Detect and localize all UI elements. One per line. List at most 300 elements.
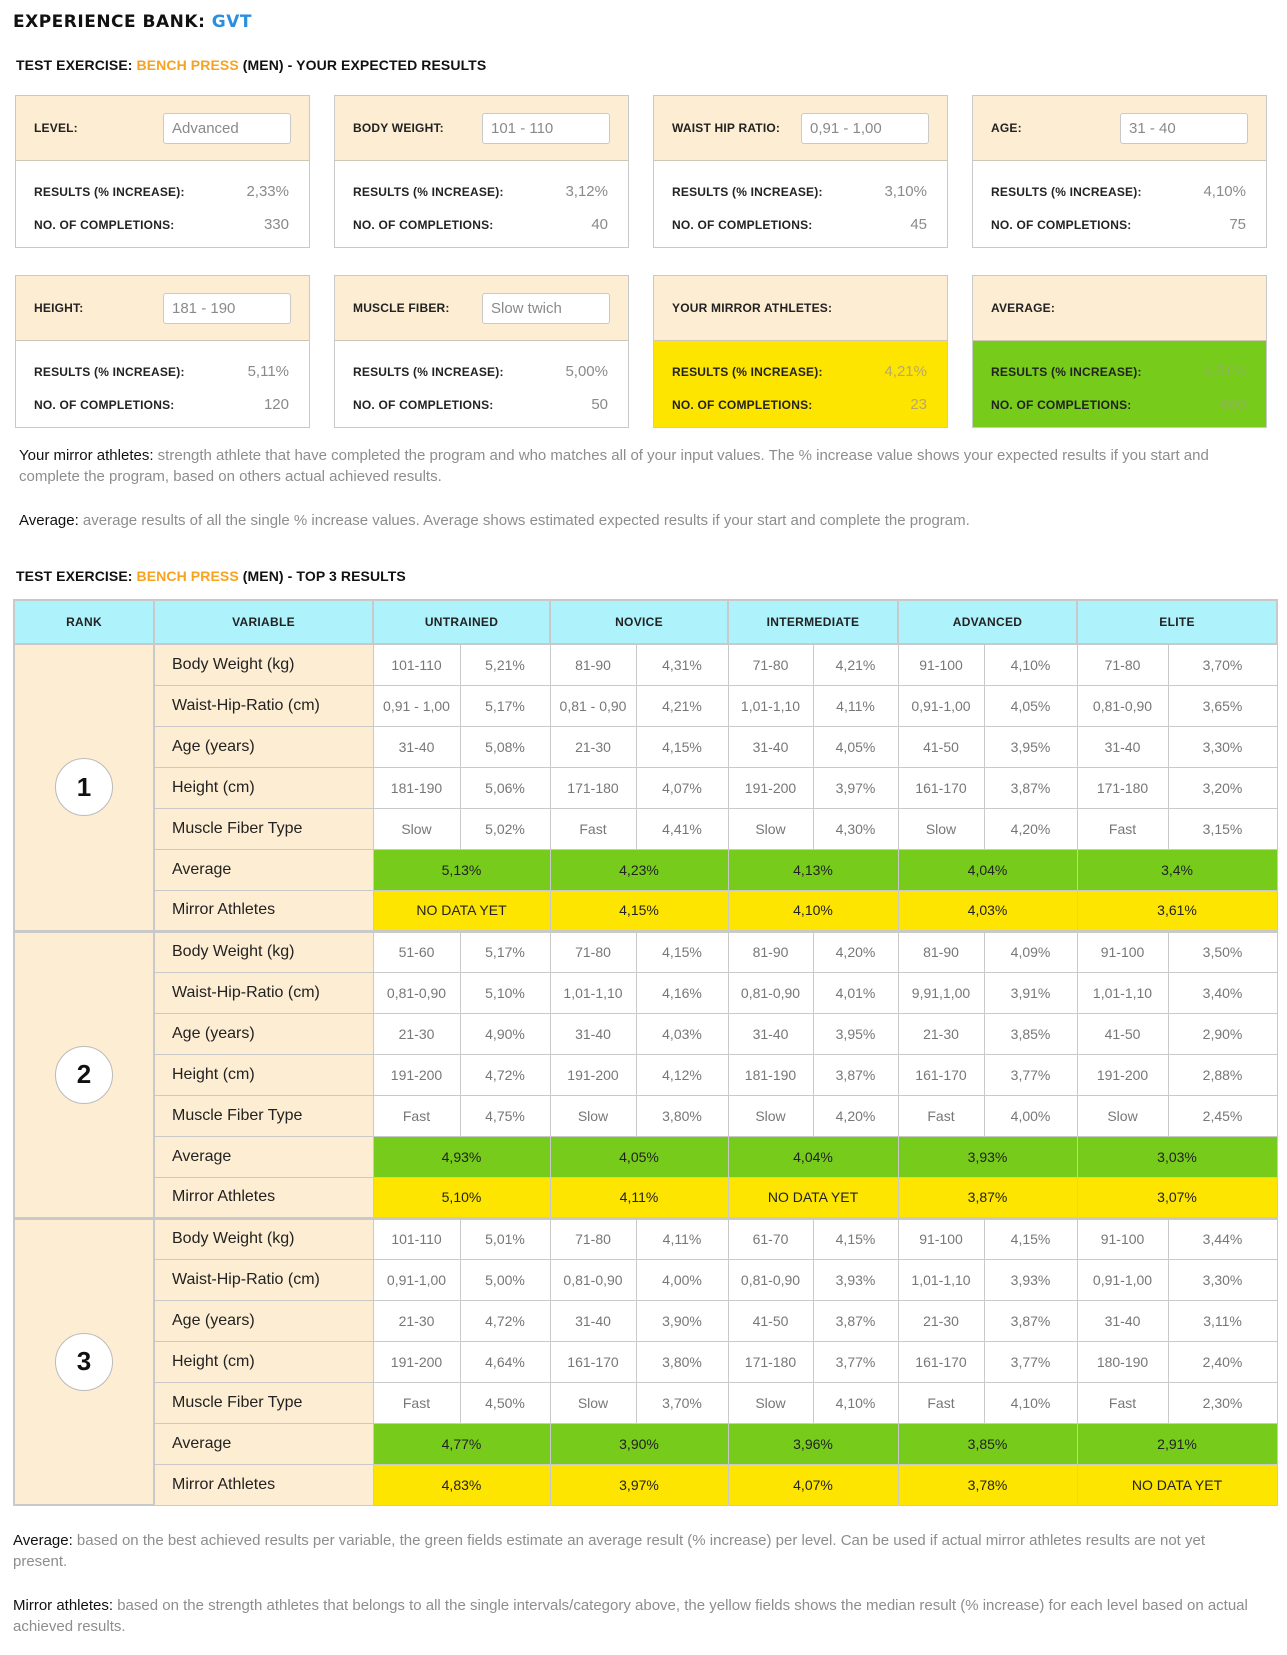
card-level (15, 95, 310, 248)
percent-cell: 4,00% (636, 1259, 728, 1300)
note-bottom-average (13, 1530, 1253, 1572)
table-row (14, 1218, 1277, 1259)
percent-cell: 3,95% (984, 726, 1077, 767)
average-cell: 4,05% (550, 1136, 728, 1177)
completions-value: 660 (1220, 396, 1246, 413)
interval-cell: 31-40 (728, 1013, 813, 1054)
percent-cell: 5,01% (460, 1218, 550, 1259)
results-label: RESULTS (% INCREASE): (672, 364, 823, 379)
variable-label: Average (154, 1136, 373, 1177)
results-value: 4,10% (1203, 183, 1246, 200)
interval-cell: 51-60 (373, 931, 460, 972)
average-cell: 3,4% (1077, 849, 1277, 890)
percent-cell: 5,06% (460, 767, 550, 808)
interval-cell: Fast (373, 1095, 460, 1136)
interval-cell: 31-40 (373, 726, 460, 767)
note-term: Mirror athletes: (13, 1597, 114, 1614)
column-header-rank: RANK (14, 600, 154, 644)
page-title-prefix: EXPERIENCE BANK: (13, 12, 212, 32)
card-label: YOUR MIRROR ATHLETES: (672, 301, 833, 315)
interval-cell: 1,01-1,10 (898, 1259, 984, 1300)
variable-label: Average (154, 849, 373, 890)
results-label: RESULTS (% INCREASE): (34, 184, 185, 199)
interval-cell: 0,91-1,00 (898, 685, 984, 726)
interval-cell: 0,91-1,00 (373, 1259, 460, 1300)
interval-cell: 180-190 (1077, 1341, 1168, 1382)
average-cell: 3,85% (898, 1423, 1077, 1464)
mirror-athletes-cell: 4,15% (550, 890, 728, 931)
percent-cell: 3,70% (636, 1382, 728, 1423)
percent-cell: 4,15% (636, 726, 728, 767)
percent-cell: 4,50% (460, 1382, 550, 1423)
interval-cell: 81-90 (550, 644, 636, 685)
percent-cell: 2,88% (1168, 1054, 1277, 1095)
table-row (14, 1177, 1277, 1218)
completions-value: 45 (910, 216, 927, 233)
interval-cell: 161-170 (898, 767, 984, 808)
mirror-athletes-cell: 4,07% (728, 1464, 898, 1505)
completions-value: 40 (591, 216, 608, 233)
results-value: 2,33% (246, 183, 289, 200)
completions-label: NO. OF COMPLETIONS: (353, 397, 494, 412)
interval-cell: 31-40 (1077, 726, 1168, 767)
completions-label: NO. OF COMPLETIONS: (34, 217, 175, 232)
percent-cell: 3,40% (1168, 972, 1277, 1013)
interval-cell: 171-180 (550, 767, 636, 808)
percent-cell: 3,91% (984, 972, 1077, 1013)
interval-cell: 0,81-0,90 (373, 972, 460, 1013)
variable-label: Height (cm) (154, 1341, 373, 1382)
interval-cell: 21-30 (898, 1013, 984, 1054)
note-text: strength athlete that have completed the program and who matches all of your input values. The % increase value shows your expected results if you start and complete the program, based on others actual achieved results. (19, 447, 1209, 485)
percent-cell: 3,97% (813, 767, 898, 808)
table-row (14, 1054, 1277, 1095)
exercise-name: BENCH PRESS (136, 57, 239, 73)
exercise-name: BENCH PRESS (136, 568, 239, 584)
muscle-fiber-input[interactable]: Slow twich (482, 293, 610, 324)
percent-cell: 2,40% (1168, 1341, 1277, 1382)
completions-value: 120 (263, 396, 289, 413)
mirror-athletes-cell: 4,10% (728, 890, 898, 931)
section-suffix: (MEN) - TOP 3 RESULTS (238, 568, 406, 584)
mirror-athletes-cell: 3,97% (550, 1464, 728, 1505)
average-cell: 2,91% (1077, 1423, 1277, 1464)
interval-cell: 1,01-1,10 (1077, 972, 1168, 1013)
note-term: Your mirror athletes: (19, 447, 154, 464)
percent-cell: 3,80% (636, 1095, 728, 1136)
top3-results-table (13, 599, 1278, 1506)
results-value: 5,00% (565, 363, 608, 380)
section-suffix: (MEN) - YOUR EXPECTED RESULTS (238, 57, 487, 73)
percent-cell: 4,01% (813, 972, 898, 1013)
note-mirror-athletes (19, 445, 1239, 487)
page-title (13, 12, 252, 32)
interval-cell: Slow (728, 1095, 813, 1136)
percent-cell: 4,15% (984, 1218, 1077, 1259)
card-muscle-fiber (334, 275, 629, 428)
percent-cell: 4,00% (984, 1095, 1077, 1136)
interval-cell: 181-190 (373, 767, 460, 808)
interval-cell: 191-200 (373, 1341, 460, 1382)
interval-cell: 81-90 (728, 931, 813, 972)
percent-cell: 4,20% (813, 931, 898, 972)
variable-label: Waist-Hip-Ratio (cm) (154, 972, 373, 1013)
percent-cell: 4,31% (636, 644, 728, 685)
percent-cell: 3,11% (1168, 1300, 1277, 1341)
percent-cell: 4,11% (636, 1218, 728, 1259)
percent-cell: 4,20% (813, 1095, 898, 1136)
percent-cell: 4,12% (636, 1054, 728, 1095)
completions-label: NO. OF COMPLETIONS: (672, 217, 813, 232)
column-header-novice: NOVICE (550, 600, 728, 644)
percent-cell: 4,16% (636, 972, 728, 1013)
note-text: average results of all the single % increase values. Average shows estimated expected results if your start and complete the program. (78, 512, 970, 529)
interval-cell: Fast (898, 1095, 984, 1136)
interval-cell: 91-100 (1077, 931, 1168, 972)
interval-cell: 0,81-0,90 (1077, 685, 1168, 726)
variable-label: Age (years) (154, 1013, 373, 1054)
mirror-athletes-cell: NO DATA YET (1077, 1464, 1277, 1505)
percent-cell: 4,30% (813, 808, 898, 849)
table-row (14, 890, 1277, 931)
table-row (14, 767, 1277, 808)
interval-cell: Fast (1077, 1382, 1168, 1423)
percent-cell: 3,87% (813, 1054, 898, 1095)
age-input[interactable]: 31 - 40 (1120, 113, 1248, 144)
interval-cell: 41-50 (728, 1300, 813, 1341)
percent-cell: 4,10% (984, 1382, 1077, 1423)
card-height (15, 275, 310, 428)
table-header-row (14, 600, 1277, 644)
percent-cell: 5,08% (460, 726, 550, 767)
completions-value: 330 (263, 216, 289, 233)
completions-value: 50 (591, 396, 608, 413)
interval-cell: 41-50 (898, 726, 984, 767)
rank-cell (14, 1218, 154, 1505)
interval-cell: 181-190 (728, 1054, 813, 1095)
interval-cell: Slow (550, 1382, 636, 1423)
percent-cell: 3,15% (1168, 808, 1277, 849)
completions-label: NO. OF COMPLETIONS: (34, 397, 175, 412)
percent-cell: 4,72% (460, 1054, 550, 1095)
percent-cell: 2,90% (1168, 1013, 1277, 1054)
average-cell: 5,13% (373, 849, 550, 890)
percent-cell: 3,93% (813, 1259, 898, 1300)
interval-cell: 41-50 (1077, 1013, 1168, 1054)
average-cell: 4,23% (550, 849, 728, 890)
table-row (14, 685, 1277, 726)
average-cell: 4,04% (728, 1136, 898, 1177)
interval-cell: 91-100 (898, 1218, 984, 1259)
column-header-elite: ELITE (1077, 600, 1277, 644)
interval-cell: 191-200 (728, 767, 813, 808)
percent-cell: 4,75% (460, 1095, 550, 1136)
completions-label: NO. OF COMPLETIONS: (991, 397, 1132, 412)
card-label: BODY WEIGHT: (353, 121, 444, 135)
percent-cell: 4,21% (813, 644, 898, 685)
rank-badge: 2 (55, 1046, 113, 1104)
mirror-athletes-cell: NO DATA YET (728, 1177, 898, 1218)
card-label: AGE: (991, 121, 1022, 135)
mirror-athletes-cell: NO DATA YET (373, 890, 550, 931)
rank-cell (14, 644, 154, 931)
variable-label: Average (154, 1423, 373, 1464)
variable-label: Muscle Fiber Type (154, 808, 373, 849)
interval-cell: 0,81 - 0,90 (550, 685, 636, 726)
percent-cell: 4,15% (636, 931, 728, 972)
table-row (14, 849, 1277, 890)
percent-cell: 3,30% (1168, 726, 1277, 767)
body-weight-input[interactable]: 101 - 110 (482, 113, 610, 144)
interval-cell: 191-200 (550, 1054, 636, 1095)
interval-cell: 0,91-1,00 (1077, 1259, 1168, 1300)
percent-cell: 4,09% (984, 931, 1077, 972)
average-cell: 3,93% (898, 1136, 1077, 1177)
average-cell: 4,13% (728, 849, 898, 890)
variable-label: Mirror Athletes (154, 1464, 373, 1505)
column-header-variable: VARIABLE (154, 600, 373, 644)
note-term: Average: (19, 512, 79, 529)
interval-cell: 21-30 (550, 726, 636, 767)
results-label: RESULTS (% INCREASE): (991, 184, 1142, 199)
table-row (14, 1341, 1277, 1382)
card-label: MUSCLE FIBER: (353, 301, 450, 315)
results-value: 4,51% (1203, 363, 1246, 380)
rank-badge: 3 (55, 1333, 113, 1391)
average-cell: 3,03% (1077, 1136, 1277, 1177)
completions-value: 75 (1229, 216, 1246, 233)
interval-cell: 0,81-0,90 (728, 972, 813, 1013)
note-term: Average: (13, 1532, 73, 1549)
note-average (19, 510, 1239, 531)
percent-cell: 3,50% (1168, 931, 1277, 972)
interval-cell: 101-110 (373, 1218, 460, 1259)
interval-cell: 9,91,1,00 (898, 972, 984, 1013)
percent-cell: 4,72% (460, 1300, 550, 1341)
results-value: 3,12% (565, 183, 608, 200)
variable-label: Mirror Athletes (154, 890, 373, 931)
mirror-athletes-cell: 4,11% (550, 1177, 728, 1218)
percent-cell: 3,77% (984, 1341, 1077, 1382)
percent-cell: 4,64% (460, 1341, 550, 1382)
percent-cell: 4,20% (984, 808, 1077, 849)
table-row (14, 808, 1277, 849)
section-title-expected (16, 57, 486, 73)
percent-cell: 3,95% (813, 1013, 898, 1054)
interval-cell: 171-180 (1077, 767, 1168, 808)
results-label: RESULTS (% INCREASE): (353, 364, 504, 379)
table-row (14, 644, 1277, 685)
variable-label: Height (cm) (154, 767, 373, 808)
percent-cell: 2,45% (1168, 1095, 1277, 1136)
interval-cell: 31-40 (728, 726, 813, 767)
card-label: HEIGHT: (34, 301, 84, 315)
variable-label: Height (cm) (154, 1054, 373, 1095)
card-label: WAIST HIP RATIO: (672, 121, 781, 135)
table-row (14, 972, 1277, 1013)
average-cell: 4,77% (373, 1423, 550, 1464)
table-row (14, 1136, 1277, 1177)
note-text: based on the strength athletes that belongs to all the single intervals/category above, the yellow fields shows the median result (% increase) for each level based on actual achieved results. (13, 1597, 1248, 1635)
interval-cell: 21-30 (373, 1013, 460, 1054)
interval-cell: Fast (373, 1382, 460, 1423)
variable-label: Body Weight (kg) (154, 1218, 373, 1259)
variable-label: Mirror Athletes (154, 1177, 373, 1218)
mirror-athletes-cell: 4,03% (898, 890, 1077, 931)
interval-cell: 161-170 (898, 1054, 984, 1095)
waist-hip-ratio-input[interactable]: 0,91 - 1,00 (801, 113, 929, 144)
variable-label: Age (years) (154, 726, 373, 767)
section-prefix: TEST EXERCISE: (16, 57, 137, 73)
interval-cell: 0,91 - 1,00 (373, 685, 460, 726)
interval-cell: 21-30 (373, 1300, 460, 1341)
percent-cell: 3,20% (1168, 767, 1277, 808)
card-label: LEVEL: (34, 121, 78, 135)
interval-cell: Fast (550, 808, 636, 849)
percent-cell: 5,17% (460, 931, 550, 972)
percent-cell: 3,70% (1168, 644, 1277, 685)
results-value: 5,11% (247, 363, 289, 380)
section-prefix: TEST EXERCISE: (16, 568, 137, 584)
average-cell: 4,04% (898, 849, 1077, 890)
mirror-athletes-cell: 3,87% (898, 1177, 1077, 1218)
interval-cell: 21-30 (898, 1300, 984, 1341)
interval-cell: 101-110 (373, 644, 460, 685)
interval-cell: 191-200 (373, 1054, 460, 1095)
card-mirror-athletes (653, 275, 948, 428)
card-label: AVERAGE: (991, 301, 1056, 315)
interval-cell: 31-40 (550, 1300, 636, 1341)
interval-cell: Slow (550, 1095, 636, 1136)
table-row (14, 1423, 1277, 1464)
percent-cell: 4,11% (813, 685, 898, 726)
percent-cell: 3,30% (1168, 1259, 1277, 1300)
height-input[interactable]: 181 - 190 (163, 293, 291, 324)
results-value: 4,21% (884, 363, 927, 380)
interval-cell: 71-80 (550, 1218, 636, 1259)
interval-cell: 31-40 (550, 1013, 636, 1054)
percent-cell: 4,10% (813, 1382, 898, 1423)
variable-label: Body Weight (kg) (154, 644, 373, 685)
completions-label: NO. OF COMPLETIONS: (991, 217, 1132, 232)
percent-cell: 5,10% (460, 972, 550, 1013)
percent-cell: 3,85% (984, 1013, 1077, 1054)
column-header-advanced: ADVANCED (898, 600, 1077, 644)
interval-cell: 0,81-0,90 (728, 1259, 813, 1300)
interval-cell: Fast (898, 1382, 984, 1423)
percent-cell: 5,02% (460, 808, 550, 849)
percent-cell: 4,21% (636, 685, 728, 726)
card-waist-hip-ratio (653, 95, 948, 248)
percent-cell: 3,44% (1168, 1218, 1277, 1259)
percent-cell: 5,00% (460, 1259, 550, 1300)
percent-cell: 3,87% (813, 1300, 898, 1341)
variable-label: Body Weight (kg) (154, 931, 373, 972)
interval-cell: 91-100 (1077, 1218, 1168, 1259)
interval-cell: 0,81-0,90 (550, 1259, 636, 1300)
percent-cell: 4,03% (636, 1013, 728, 1054)
percent-cell: 5,17% (460, 685, 550, 726)
table-row (14, 1095, 1277, 1136)
completions-label: NO. OF COMPLETIONS: (353, 217, 494, 232)
percent-cell: 3,93% (984, 1259, 1077, 1300)
note-text: based on the best achieved results per variable, the green fields estimate an average result (% increase) per level. Can be used if actual mirror athletes results are not yet present. (13, 1532, 1206, 1570)
average-cell: 4,93% (373, 1136, 550, 1177)
table-row (14, 1013, 1277, 1054)
card-age (972, 95, 1267, 248)
interval-cell: 171-180 (728, 1341, 813, 1382)
results-label: RESULTS (% INCREASE): (353, 184, 504, 199)
variable-label: Waist-Hip-Ratio (cm) (154, 685, 373, 726)
note-bottom-mirror (13, 1595, 1253, 1637)
card-body-weight (334, 95, 629, 248)
completions-value: 23 (910, 396, 927, 413)
table-row (14, 1259, 1277, 1300)
percent-cell: 2,30% (1168, 1382, 1277, 1423)
percent-cell: 3,77% (813, 1341, 898, 1382)
percent-cell: 4,05% (813, 726, 898, 767)
interval-cell: 1,01-1,10 (728, 685, 813, 726)
interval-cell: 161-170 (550, 1341, 636, 1382)
rank-cell (14, 931, 154, 1218)
variable-label: Muscle Fiber Type (154, 1095, 373, 1136)
mirror-athletes-cell: 3,61% (1077, 890, 1277, 931)
variable-label: Waist-Hip-Ratio (cm) (154, 1259, 373, 1300)
table-row (14, 1300, 1277, 1341)
table-row (14, 1464, 1277, 1505)
interval-cell: 81-90 (898, 931, 984, 972)
interval-cell: Fast (1077, 808, 1168, 849)
percent-cell: 4,07% (636, 767, 728, 808)
mirror-athletes-cell: 3,07% (1077, 1177, 1277, 1218)
percent-cell: 4,90% (460, 1013, 550, 1054)
page-title-accent: GVT (211, 12, 253, 32)
interval-cell: Slow (898, 808, 984, 849)
mirror-athletes-cell: 3,78% (898, 1464, 1077, 1505)
interval-cell: 91-100 (898, 644, 984, 685)
results-label: RESULTS (% INCREASE): (672, 184, 823, 199)
percent-cell: 3,65% (1168, 685, 1277, 726)
average-cell: 3,96% (728, 1423, 898, 1464)
results-label: RESULTS (% INCREASE): (991, 364, 1142, 379)
interval-cell: 71-80 (1077, 644, 1168, 685)
percent-cell: 3,87% (984, 1300, 1077, 1341)
table-row (14, 1382, 1277, 1423)
percent-cell: 3,87% (984, 767, 1077, 808)
percent-cell: 4,10% (984, 644, 1077, 685)
column-header-intermediate: INTERMEDIATE (728, 600, 898, 644)
percent-cell: 4,41% (636, 808, 728, 849)
interval-cell: 191-200 (1077, 1054, 1168, 1095)
column-header-untrained: UNTRAINED (373, 600, 550, 644)
mirror-athletes-cell: 4,83% (373, 1464, 550, 1505)
level-input[interactable]: Advanced (163, 113, 291, 144)
percent-cell: 3,80% (636, 1341, 728, 1382)
card-average (972, 275, 1267, 428)
interval-cell: Slow (728, 1382, 813, 1423)
percent-cell: 4,05% (984, 685, 1077, 726)
interval-cell: 71-80 (550, 931, 636, 972)
variable-label: Age (years) (154, 1300, 373, 1341)
percent-cell: 3,90% (636, 1300, 728, 1341)
average-cell: 3,90% (550, 1423, 728, 1464)
interval-cell: 71-80 (728, 644, 813, 685)
results-label: RESULTS (% INCREASE): (34, 364, 185, 379)
interval-cell: Slow (1077, 1095, 1168, 1136)
completions-label: NO. OF COMPLETIONS: (672, 397, 813, 412)
interval-cell: 61-70 (728, 1218, 813, 1259)
percent-cell: 5,21% (460, 644, 550, 685)
